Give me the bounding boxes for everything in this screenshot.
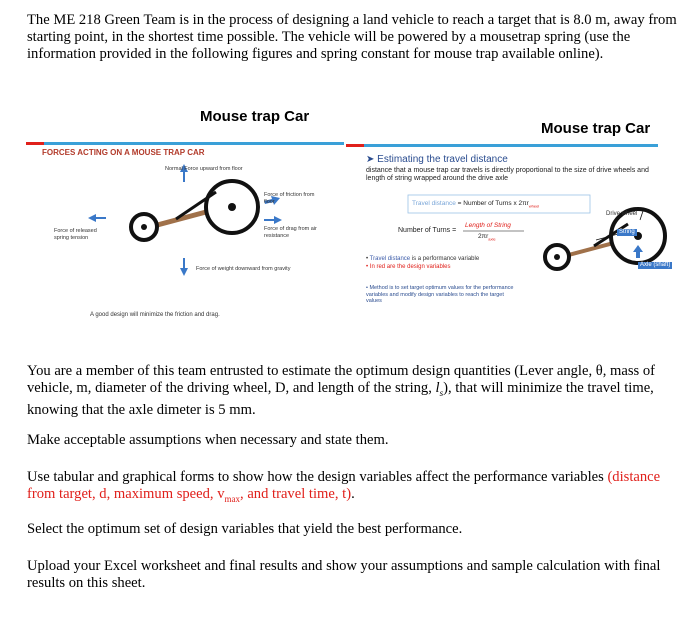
slide-right-red-bar [346, 144, 364, 147]
bullet-3-text: Method is to set target optimum values for the performance variables and modify design variables to reach the target values [366, 285, 514, 304]
para1-text-a: You are a member of this team entrusted to estimate the optimum design quantities (Lever angle, θ, mass of vehicle, m, diameter of the driving wheel, D, and length of the string, [27, 363, 656, 396]
paragraph-design-quantities [27, 363, 677, 419]
forces-heading: FORCES ACTING ON A MOUSE TRAP CAR [42, 148, 205, 157]
travel-distance-subtext: distance that a mouse trap car travels is directly proportional to the size of drive wheels and length of string wrapped around the drive axle [366, 167, 649, 182]
para3-red-b: , and travel time, t) [240, 486, 352, 502]
para3-text: Use tabular and graphical forms to show how the design variables affect the performance variables [27, 469, 604, 485]
para3-red-a: (distance from target, d, maximum speed, v [27, 469, 661, 502]
bullet-1-blue: Travel distance [369, 256, 411, 262]
slide-left-title: Mouse trap Car [200, 108, 310, 125]
slide-left-blue-bar [44, 142, 344, 145]
drive-wheel-label: Drive wheel [606, 211, 638, 217]
paragraph-assumptions: Make acceptable assumptions when necessary and state them. [27, 432, 389, 448]
equation-turns-left: Number of Turns = [398, 227, 457, 234]
eq1-right: = Number of Turns x 2πr [457, 200, 529, 207]
para1-ls-sub: s [439, 387, 444, 398]
equation-turns-denominator [478, 233, 496, 243]
paragraph-select-optimum: Select the optimum set of design variables that yield the best performance. [27, 521, 463, 537]
spring-tension-label: Force of released spring tension [54, 228, 97, 241]
bullet-1: • Travel distance is a performance variable [366, 256, 480, 262]
eq1-sub: wheel [528, 203, 540, 209]
weight-arrow-icon [180, 258, 188, 276]
paragraph-tabular [27, 469, 677, 508]
para1-text-b: ), that will minimize the travel time, knowing that the axle dimeter is 5 mm. [27, 380, 654, 418]
rear-wheel-hub [228, 203, 236, 211]
eq2-den: 2πr [478, 233, 489, 240]
paragraph-upload: Upload your Excel worksheet and final results and show your assumptions and sample calculation with final results on this sheet. [27, 558, 661, 591]
bullet-1-rest: is a performance variable [410, 256, 480, 262]
slide-right-blue-bar [364, 144, 658, 147]
front-wheel-hub [141, 224, 147, 230]
para3-red-sub: max [224, 493, 241, 504]
axle-label: Axle (shaft) [640, 262, 671, 268]
intro-paragraph: The ME 218 Green Team is in the process of designing a land vehicle to reach a target that is 8.0 m, away from starting point, in the shortest time possible. The vehicle will be powered by a mousetrap spring (use the information provided in the following figures and spring constant for mouse trap available online). [27, 12, 677, 62]
eq2-den-sub: axle [488, 236, 496, 242]
eq1-left: Travel distance [412, 200, 456, 207]
bullet-2: • In red are the design variables [366, 264, 451, 270]
equation-turns-numerator: Length of String [465, 222, 511, 229]
travel-distance-heading: ➤ Estimating the travel distance [366, 154, 508, 165]
spring-force-arrow-icon [88, 214, 106, 222]
slide-right-title: Mouse trap Car [541, 120, 651, 137]
bullet-2-text: In red are the design variables [369, 264, 451, 270]
para3-end: . [351, 486, 355, 502]
para1-ls: l [435, 380, 440, 396]
right-front-hub [554, 254, 560, 260]
normal-force-label: Normal Force upward from floor [165, 166, 243, 172]
string-label: String [619, 229, 635, 235]
slide-left-red-bar [26, 142, 44, 145]
weight-label: Force of weight downward from gravity [196, 266, 291, 272]
bullet-3: • Method is to set target optimum values for the performance variables and modify design variables to reach the target values [366, 285, 514, 304]
drag-label: Force of drag from air resistance [264, 226, 317, 239]
friction-label: Force of friction from floor [264, 192, 315, 205]
slide-left-footer: A good design will minimize the friction and drag. [90, 312, 220, 318]
equation-travel-distance [412, 200, 602, 210]
travel-distance-heading-text: Estimating the travel distance [377, 154, 508, 165]
drag-arrow-icon [264, 216, 282, 224]
